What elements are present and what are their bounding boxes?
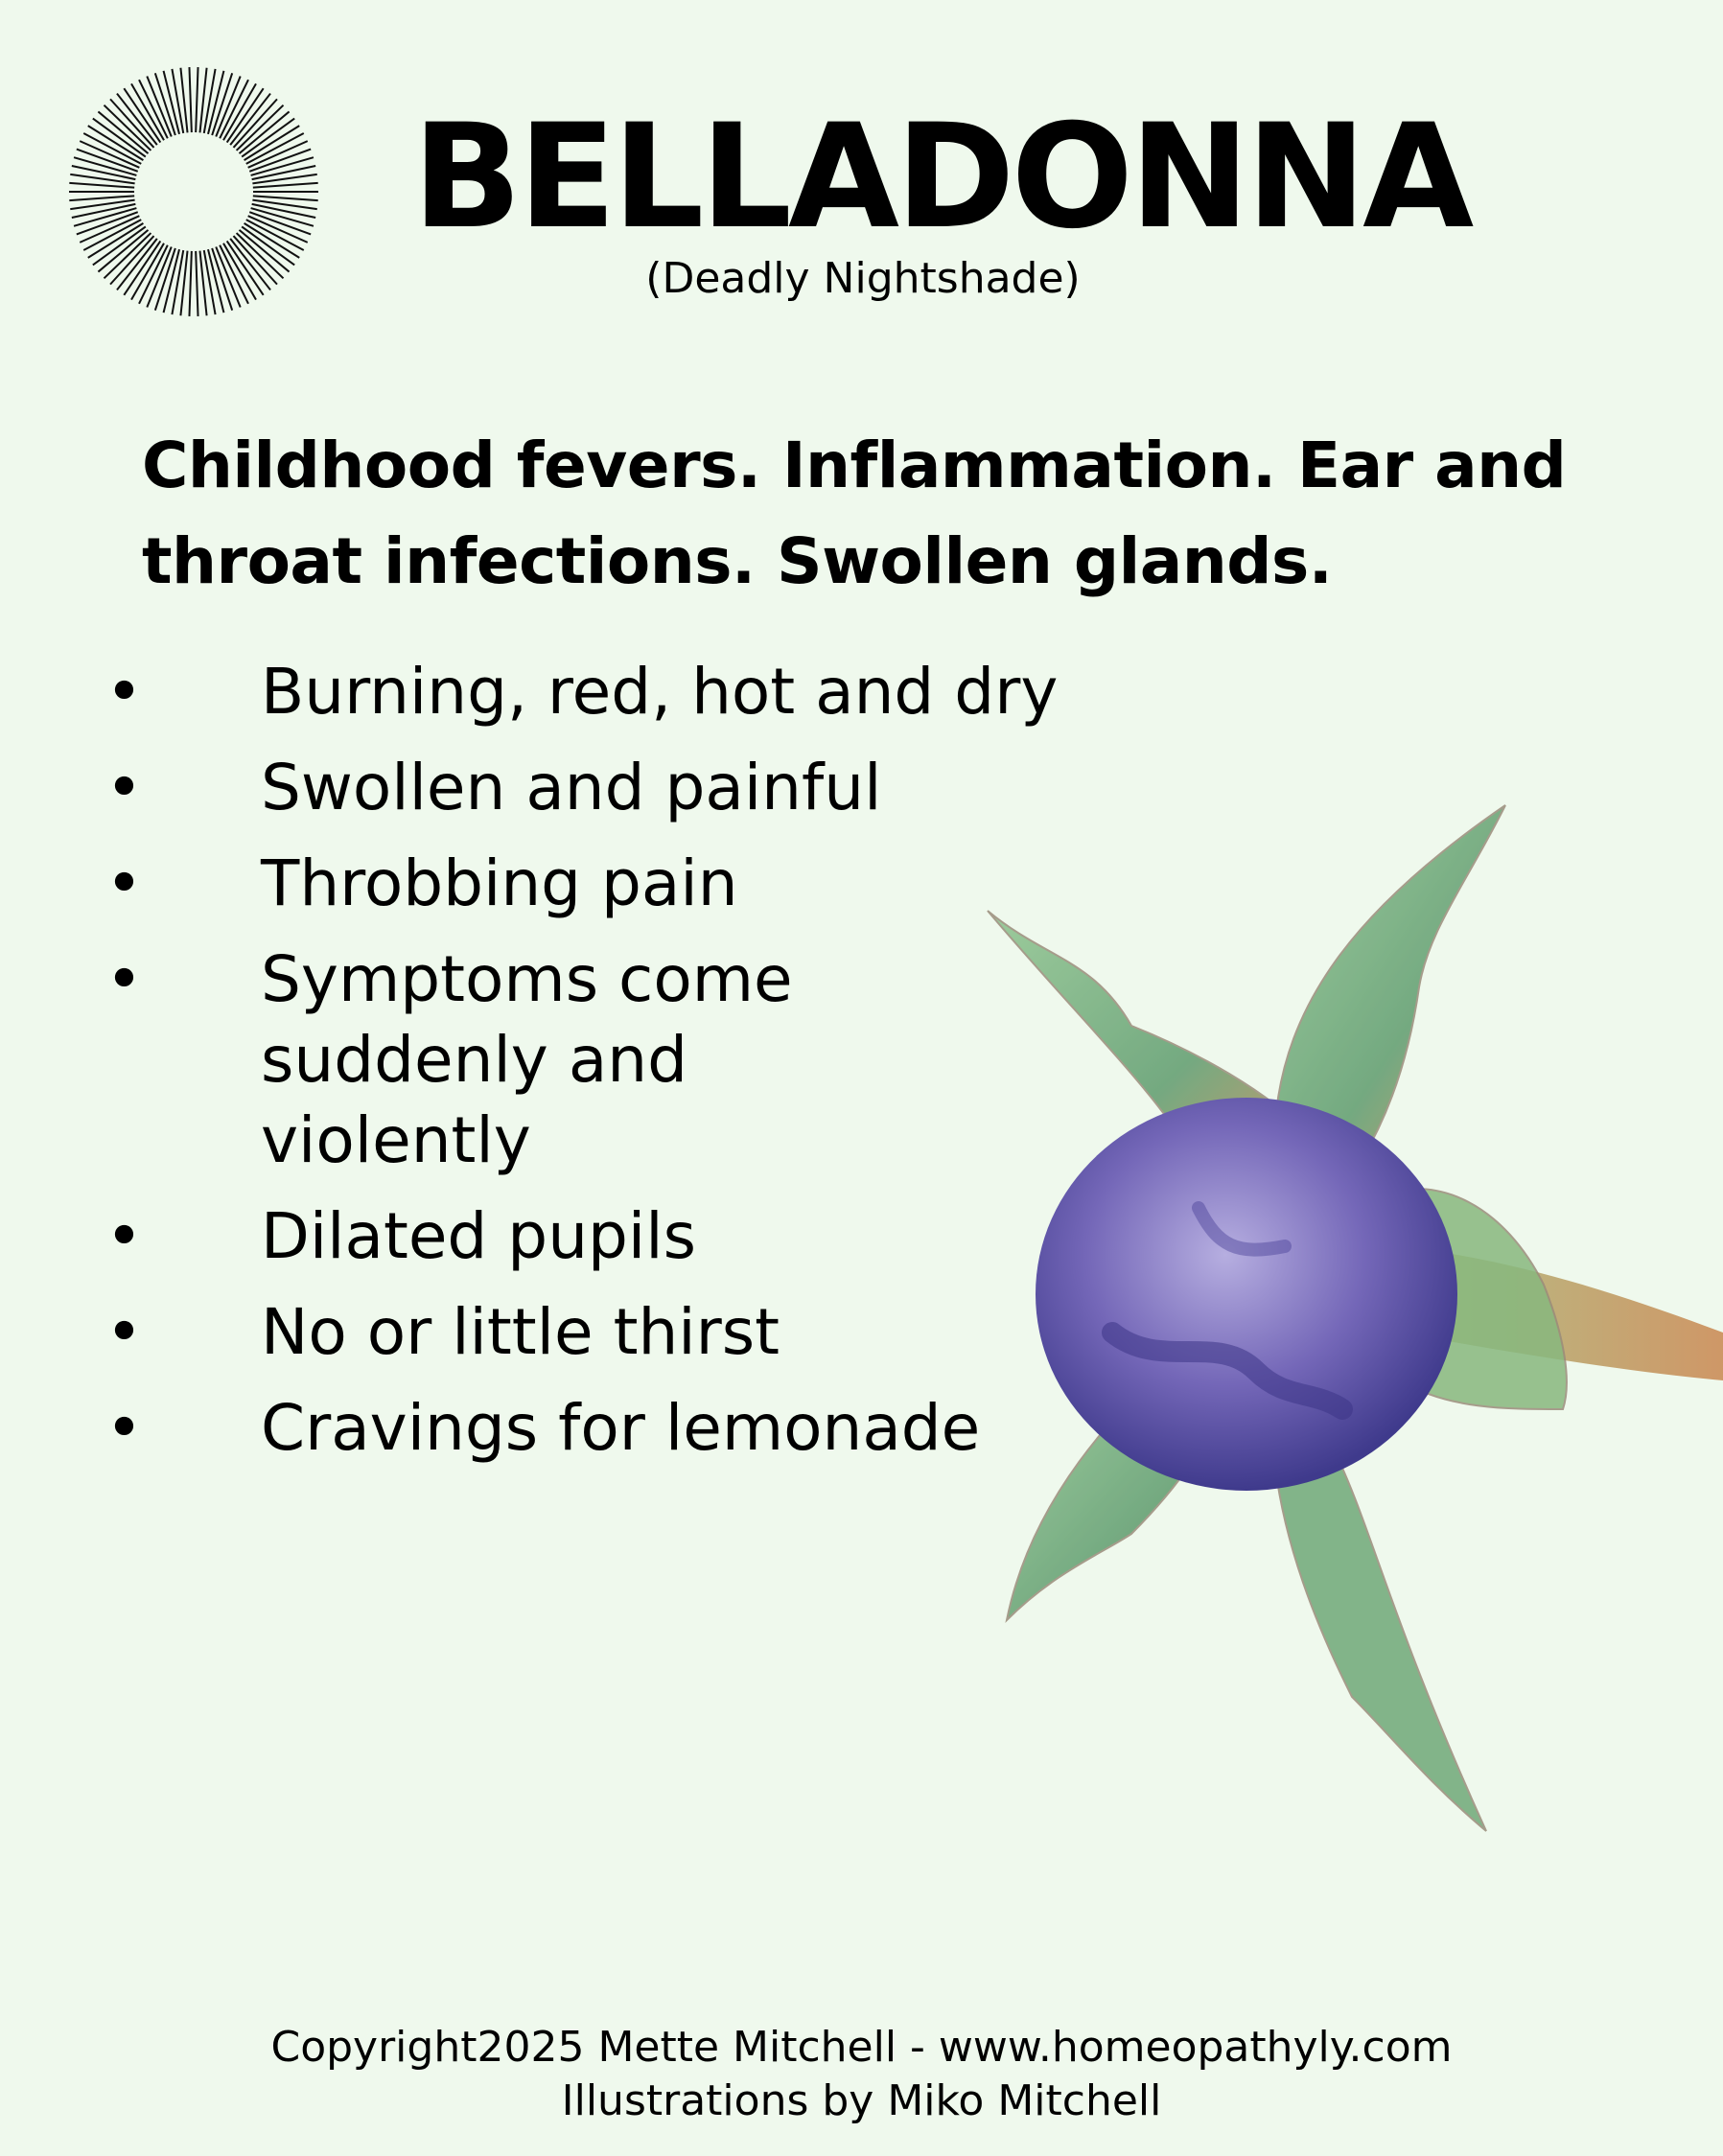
sunburst-ray	[69, 183, 134, 188]
sunburst-ray	[220, 245, 248, 304]
list-item	[105, 1388, 1064, 1469]
sunburst-ray	[252, 174, 316, 183]
sunburst-ray	[69, 196, 134, 200]
sunburst-ray	[196, 251, 198, 316]
sunburst-ray	[189, 251, 191, 316]
list-item	[105, 652, 1064, 732]
sunburst-ray	[246, 133, 304, 164]
symptom-text: Symptoms come suddenly and violently	[261, 942, 793, 1177]
sunburst-ray	[70, 200, 134, 209]
symptom-text: Cravings for lemonade	[261, 1391, 981, 1465]
list-item	[105, 1196, 1064, 1277]
bullet-icon: •	[105, 1199, 143, 1273]
sunburst-ray	[252, 200, 316, 209]
bullet-icon: •	[105, 1295, 143, 1369]
sunburst-ray	[83, 220, 141, 250]
symptom-text: Burning, red, hot and dry	[261, 655, 1059, 729]
bullet-icon: •	[105, 655, 143, 729]
bullet-icon: •	[105, 846, 143, 920]
bullet-icon: •	[105, 942, 143, 1016]
symptom-list	[105, 652, 1064, 1484]
sunburst-ray	[196, 67, 198, 132]
sunburst-ray	[70, 174, 134, 183]
sunburst-ray	[253, 183, 318, 188]
sunburst-ray	[246, 220, 304, 250]
sunburst-icon	[67, 65, 320, 318]
list-item	[105, 844, 1064, 924]
symptom-text: Throbbing pain	[261, 846, 738, 920]
copyright-line: Copyright2025 Mette Mitchell - www.homeopathyly.com	[270, 2023, 1453, 2072]
belladonna-berry-illustration	[968, 796, 1723, 1841]
sunburst-ray	[139, 80, 168, 138]
sunburst-ray	[220, 80, 248, 138]
sunburst-ray	[139, 245, 168, 304]
bullet-icon: •	[105, 1391, 143, 1465]
sunburst-ray	[189, 67, 191, 132]
footer	[0, 2021, 1723, 2128]
symptom-text: Dilated pupils	[261, 1199, 696, 1273]
sunburst-ray	[253, 196, 318, 200]
list-item	[105, 748, 1064, 828]
sunburst-ray	[83, 133, 141, 164]
symptom-text: Swollen and painful	[261, 751, 882, 824]
symptom-text: No or little thirst	[261, 1295, 780, 1369]
page-subtitle: (Deadly Nightshade)	[645, 254, 1081, 303]
illustration-credit: Illustrations by Miko Mitchell	[561, 2076, 1162, 2125]
list-item	[105, 939, 874, 1181]
page-title: BELLADONNA	[412, 94, 1471, 261]
list-item	[105, 1292, 1064, 1373]
bullet-icon: •	[105, 751, 143, 824]
summary-text: Childhood fevers. Inflammation. Ear and throat infections. Swollen glands.	[142, 429, 1567, 598]
